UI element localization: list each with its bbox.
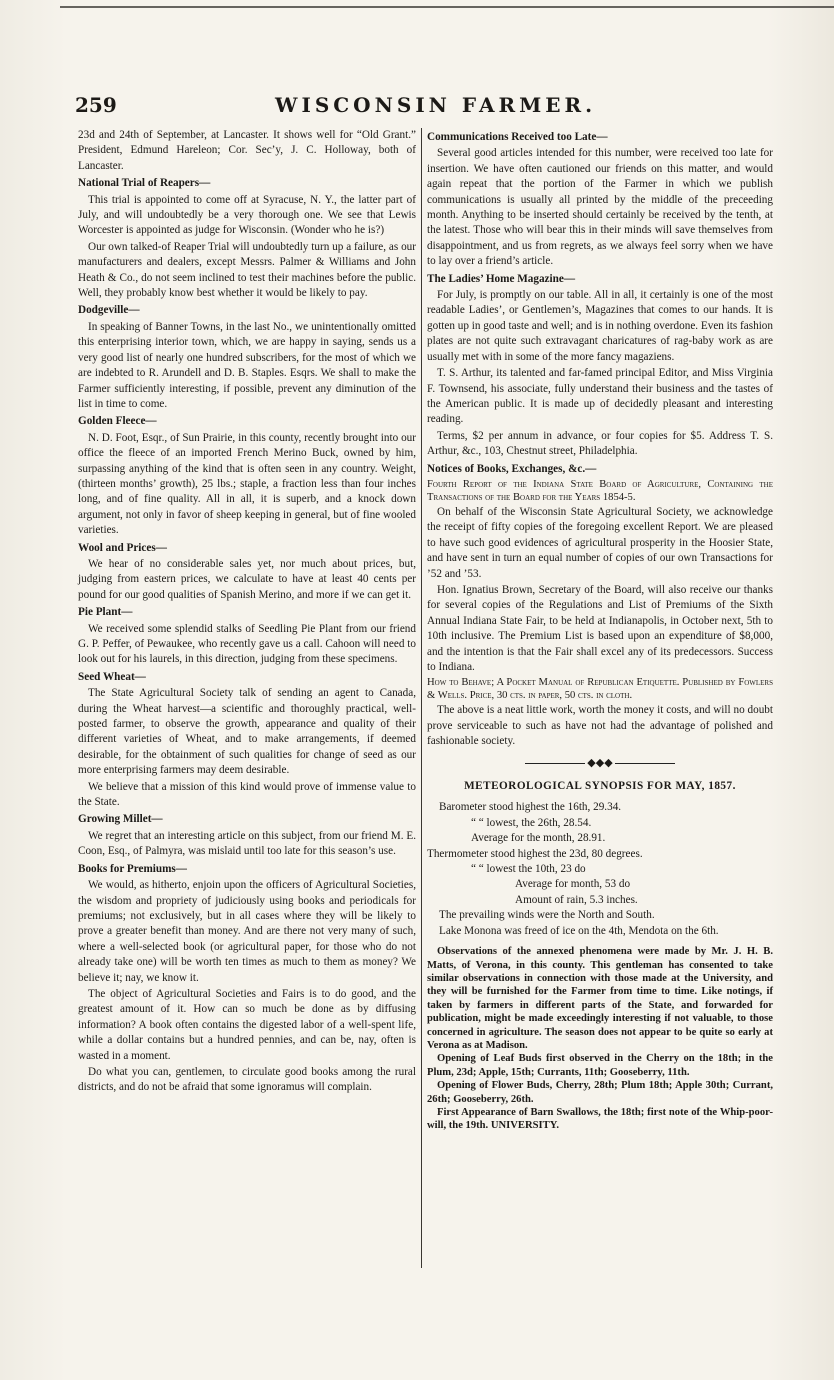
article-paragraph: Do what you can, gentlemen, to circulate good books among the rural districts, and do not be afraid that some ignoramus will complain. [78,1065,416,1094]
article-heading: Communications Received too Late— [427,131,608,143]
column-divider [421,128,422,1268]
article-paragraph: Our own talked-of Reaper Trial will undoubtedly turn up a failure, as our manufacturers and dealers, except Messrs. Palmer & Williams and John Heath & Co., do not seem inclined to test their machines before the public. Well, they probably know best whether it would be likely to pay. [78,240,416,300]
article-heading: Golden Fleece— [78,415,157,428]
article-paragraph: On behalf of the Wisconsin State Agricultural Society, we acknowledge the receipt of fifty copies of the foregoing excellent Report. We are pleased to have such good evidences of agricultural prosperity in the Hoosier State, and have sent in turn an equal number of copies of our own Transactions for ’52 and ’53. [427,505,773,580]
page-header [75,93,795,123]
met-paragraphs [427,945,773,1133]
met-line: Barometer stood highest the 16th, 29.34. [439,801,622,814]
met-paragraph: First Appearance of Barn Swallows, the 18th; first note of the Whip-poor-will, the 19th. UNIVERSITY. [427,1106,773,1132]
article-paragraph: 23d and 24th of September, at Lancaster. It shows well for “Old Grant.” President, Edmund Hareleon; Cor. Sec’y, J. C. Holloway, both of Lancaster. [78,129,416,172]
right-column [427,128,773,1133]
article-paragraph: The object of Agricultural Societies and Fairs is to do good, and the greatest amount of it. How can so much be done as by diffusing information? A book often contains the digested labor of a well-spent life, while a dollar contains but a hundred pennies, and can be, nay, often is wasted in a moment. [78,987,416,1062]
article-paragraph: We received some splendid stalks of Seedling Pie Plant from our friend G. P. Peffer, of Pewaukee, who recently gave us a call. Cahoon will need to look out for his laurels, in this direction, judging from these specimens. [78,622,416,666]
met-line: Amount of rain, 5.3 inches. [515,893,638,906]
article-heading: Growing Millet— [78,813,163,826]
page-number: 259 [75,93,117,117]
article-heading: Pie Plant— [78,606,133,619]
met-paragraph: Observations of the annexed phenomena were made by Mr. J. H. B. Matts, of Verona, in this county. This gentleman has consented to take similar observations in connection with those made at the University, and they will be furnished for the Farmer from time to time. Like notings, if taken by farmers in different parts of the State, and forwarded for publication, might be made exceedingly interesting if not valuable, to those concerned in agriculture. The season does not appear to be quite so early at Verona as at Madison. [427,946,773,1051]
article-paragraph: We would, as hitherto, enjoin upon the officers of Agricultural Societies, the wisdom and propriety of judiciously using books and periodicals for premiums; not exclusively, but in all cases where they will be likely to prove a greater benefit than money. And are there not very many of such, where a well-selected book (or agricultural paper, for those who do not already take one) will be worth ten times as much to them as money? We believe it; nay, we know it. [78,879,416,984]
met-line: “ “ lowest, the 26th, 28.54. [471,816,592,829]
met-line: The prevailing winds were the North and South. [439,909,655,922]
met-line: “ “ lowest the 10th, 23 do [471,863,586,876]
met-lines [427,800,773,939]
met-line: Thermometer stood highest the 23d, 80 degrees. [427,847,643,860]
met-line: Lake Monona was freed of ice on the 4th, Mendota on the 6th. [439,924,719,937]
article-paragraph: This trial is appointed to come off at Syracuse, N. Y., the latter part of July, and will undoubtedly be a very thorough one. We see that Lewis Worcester is appointed as judge for Wisconsin. (Wonder who he is?) [78,193,416,237]
right-articles [427,130,773,750]
article-paragraph: Terms, $2 per annum in advance, or four copies for $5. Address T. S. Arthur, &c., 103, Chestnut street, Philadelphia. [427,429,773,458]
article-heading: Notices of Books, Exchanges, &c.— [427,462,597,475]
masthead-title: WISCONSIN FARMER. [275,93,597,117]
meteorological-synopsis [427,779,773,1133]
article-heading: Seed Wheat— [78,670,146,683]
article-heading: Books for Premiums— [78,862,187,875]
article-paragraph: The above is a neat little work, worth the money it costs, and will no doubt prove serviceable to such as have not had the advantage of polished and fashionable society. [427,704,773,748]
article-paragraph: T. S. Arthur, its talented and far-famed principal Editor, and Miss Virginia F. Townsend, his associate, fully understand their business and the tastes of the American public. It is made up of decidedly pleasant and interesting reading. [427,367,773,426]
left-column [78,128,416,1097]
article-paragraph: We regret that an interesting article on this subject, from our friend M. E. Coon, Esq., of Palmyra, was mislaid until too late for this season’s use. [78,829,416,858]
article-paragraph: N. D. Foot, Esqr., of Sun Prairie, in this county, recently brought into our office the fleece of an imported French Merino Buck, owned by him, surpassing anything of the kind that is often seen in any country. Weight, (thirteen months’ growth), 25 lbs.; staple, a fraction less than four inches long, and of fine quality. All in all, it is superb, and a knock down argument, not only in favor of sheep keeping in general, but of fine wooled varieties. [78,431,416,537]
article-paragraph: We hear of no considerable sales yet, nor much about prices, but, judging from eastern prices, we calculate to have at least 40 cents per pound for our good qualities of Spanish Merino, and more if we can get it. [78,557,416,601]
article-heading: Wool and Prices— [78,541,167,554]
article-paragraph: Hon. Ignatius Brown, Secretary of the Board, will also receive our thanks for several copies of the Regulations and List of Premiums of the Sixth Annual Indiana State Fair, to be held at Indianapolis, in October next, 5th to 10th inclusive. The Premium List is based upon an expenditure of $8,000, and the intention is that the Fair shall excel any of its predecessors. Success to Indiana. [427,583,773,673]
article-paragraph: For July, is promptly on our table. All in all, it certainly is one of the most readable Ladies’, or Gentlemen’s, Magazines that comes to our hands. It is gotten up in good taste and well; and is in nothing overdone. Even its fashion plates are not quite such extravagant charicatures of rag-baby work as are usually met with in some of the more fancy magaziens. [427,289,773,363]
section-ornament: ◆◆◆ [427,756,773,771]
met-line: Average for month, 53 do [515,878,631,891]
met-title: METEOROLOGICAL SYNOPSIS FOR MAY, 1857. [464,780,736,793]
top-rule [60,6,834,8]
article-heading: The Ladies’ Home Magazine— [427,272,576,285]
met-paragraph: Opening of Leaf Buds first observed in the Cherry on the 18th; in the Plum, 23d; Apple, 15th; Currants, 11th; Gooseberry, 11th. [427,1053,773,1078]
article-paragraph: How to Behave; A Pocket Manual of Republican Etiquette. Published by Fowlers & Wells. Price, 30 cts. in paper, 50 cts. in cloth. [427,677,773,702]
article-paragraph: In speaking of Banner Towns, in the last No., we unintentionally omitted this enterprising interior town, which, we are happy in saying, sends us a very good list of nearly one hundred subscribers, for the most of which we are indebted to R. Arundell and D. B. Staples. Esqrs. We shall to make the Farmer sufficiently interesting, if possible, prevent any diminution of the list in time to come. [78,320,416,410]
met-line: Average for the month, 28.91. [471,832,606,845]
article-heading: Dodgeville— [78,304,140,317]
met-paragraph: Opening of Flower Buds, Cherry, 28th; Plum 18th; Apple 30th; Currant, 26th; Gooseberry, 26th. [427,1080,773,1105]
article-paragraph: Fourth Report of the Indiana State Board of Agriculture, Containing the Transactions of the Board for the Years 1854-5. [427,478,773,503]
article-paragraph: We believe that a mission of this kind would prove of immense value to the State. [78,780,416,809]
article-paragraph: The State Agricultural Society talk of sending an agent to Canada, during the Wheat harvest—a scientific and thoroughly practical, well-posted farmer, to observe the growth, appearance and quality of their different varieties of Wheat, and to make arrangements, if deemed desirable, for the obtainment of such qualities for change of seed as our more enterprising farmers may deem desirable. [78,687,416,777]
article-paragraph: Several good articles intended for this number, were received too late for insertion. We have often cautioned our friends on this matter, and would again repeat that the portion of the Farmer in which we publish communications is usually all printed by the middle of the preceeding month. Anything to be inserted should certainly be received by the tenth, at the latest. Those who will bear this in their minds will save themselves from disappointment, and us from regrets, as we always feel sorry when we have to lay over a friend’s article. [427,147,773,268]
article-heading: National Trial of Reapers— [78,177,211,190]
